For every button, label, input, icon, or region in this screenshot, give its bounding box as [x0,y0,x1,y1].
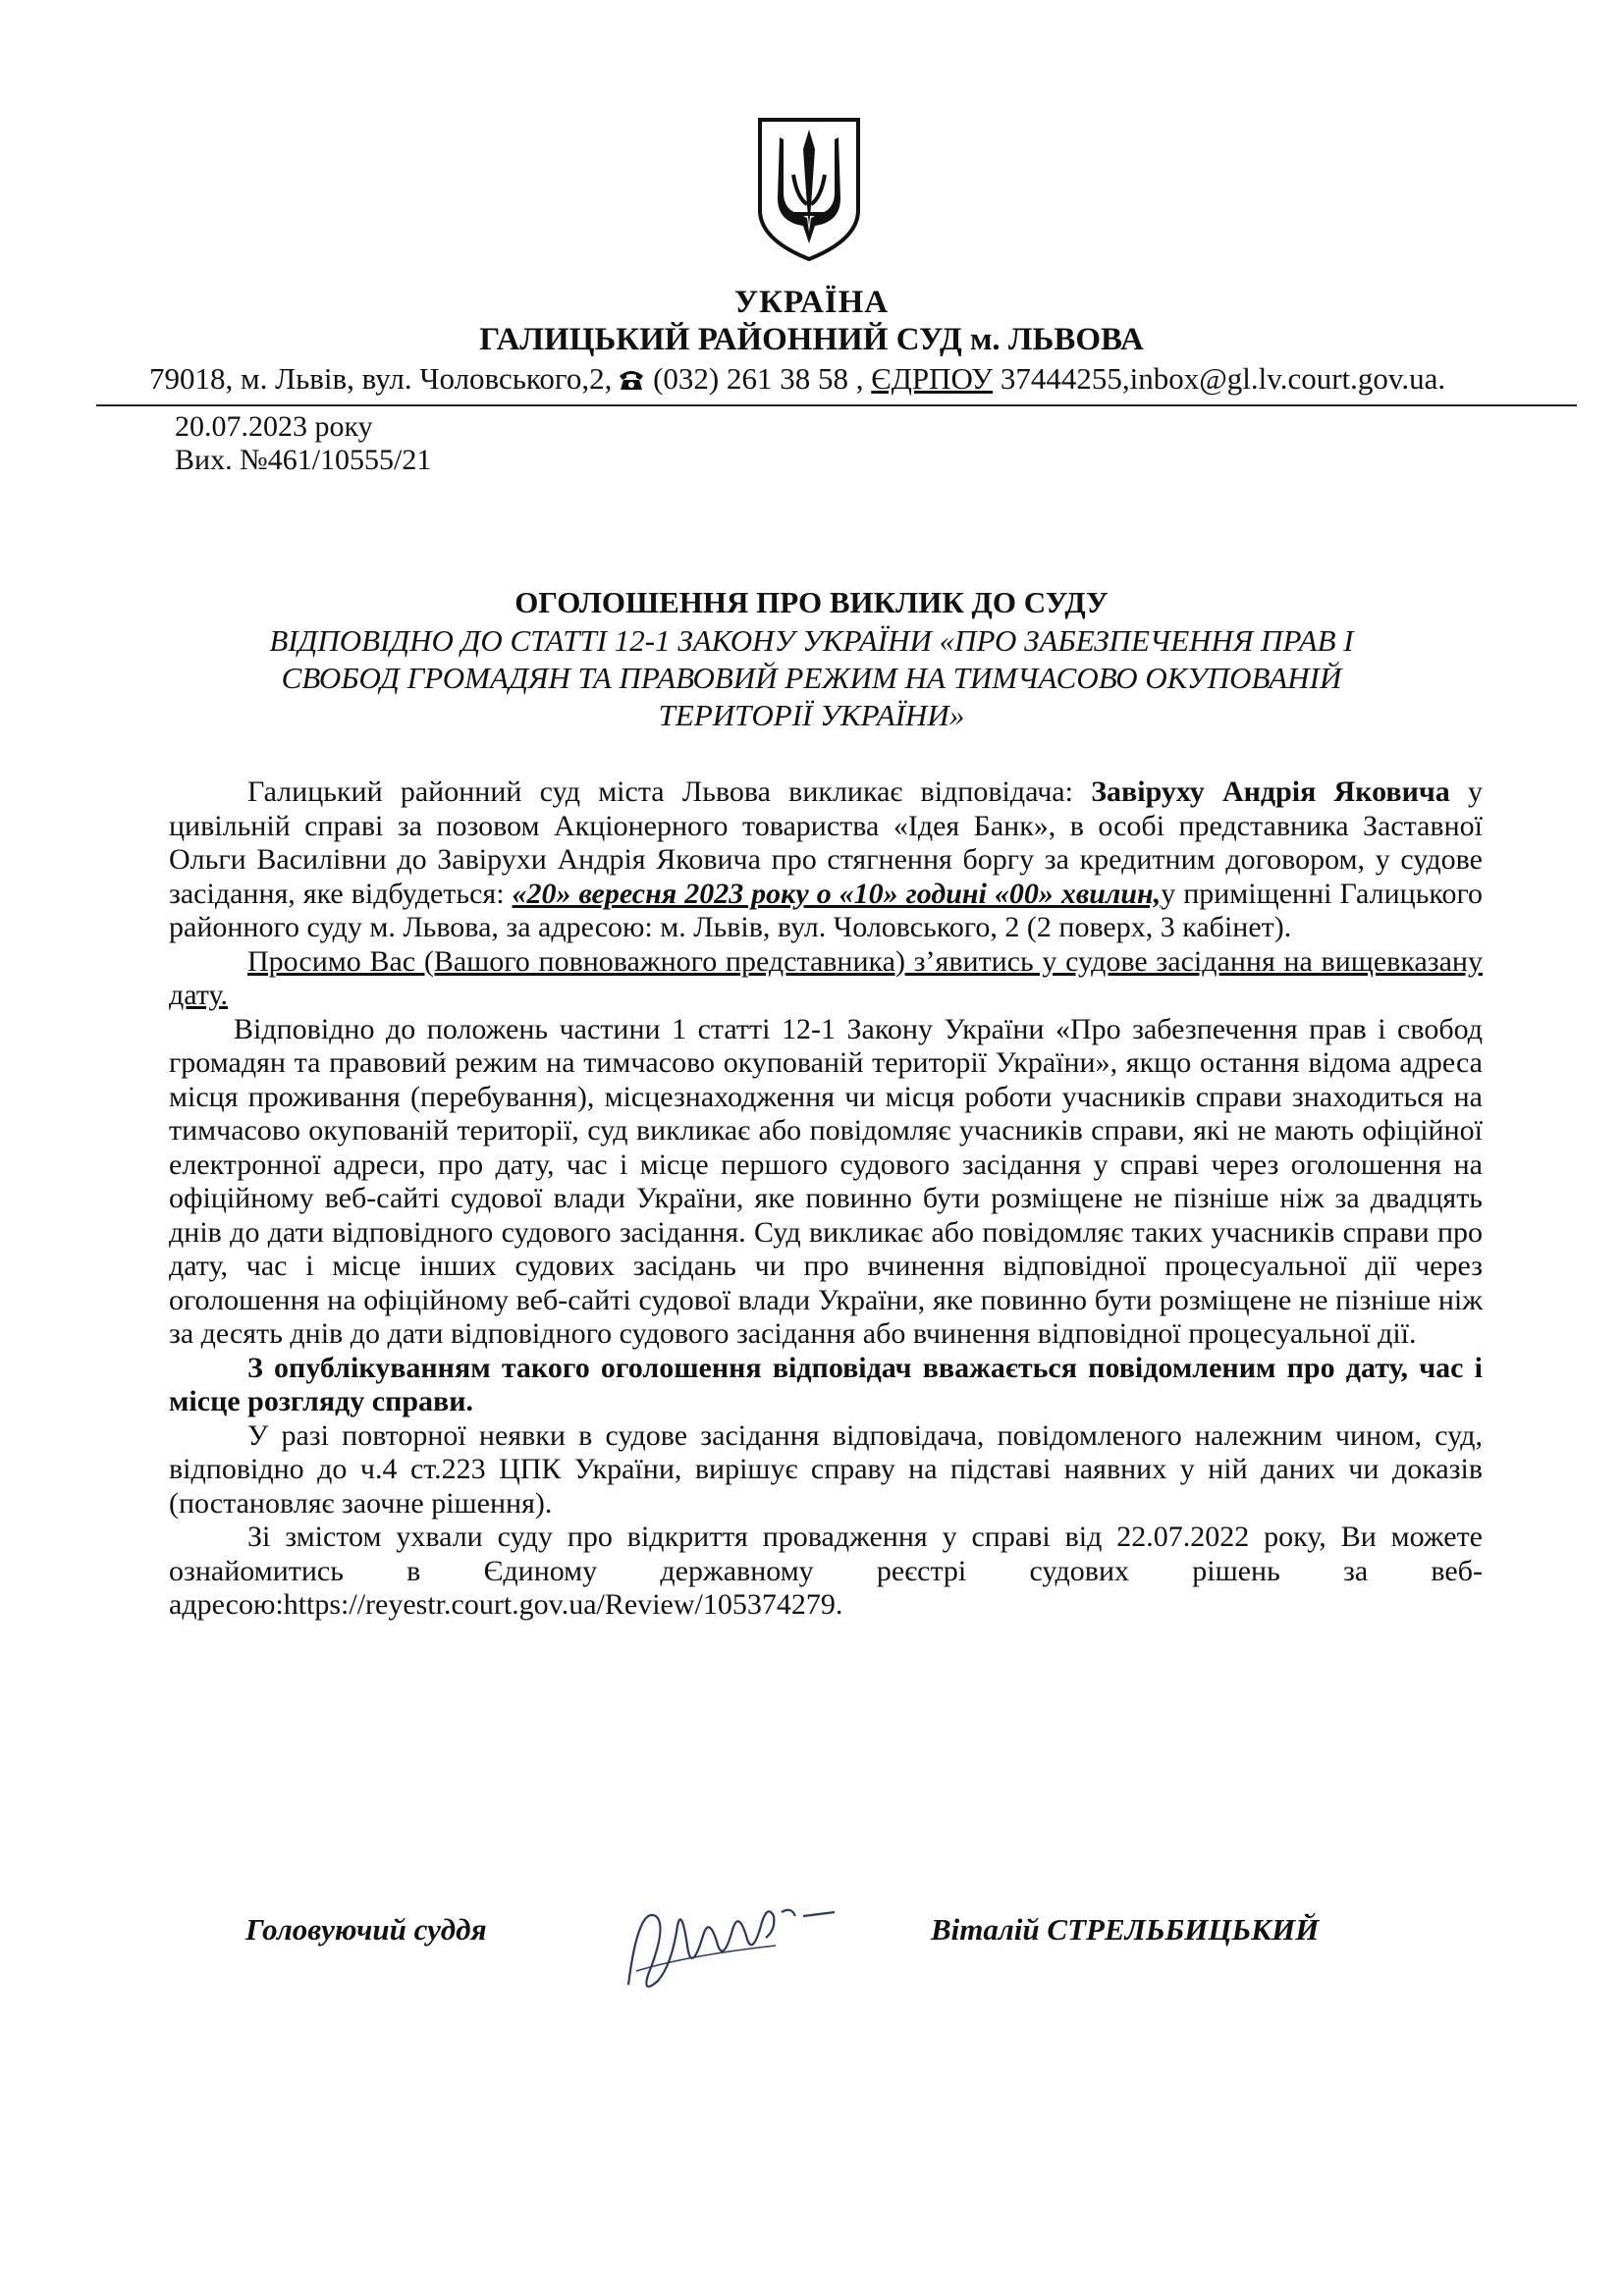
phone-icon [618,368,645,392]
document-date: 20.07.2023 року [175,410,373,443]
trident-emblem-icon [754,116,864,263]
paragraph-request [169,945,1483,1013]
hearing-location: у приміщенні Галицького районного суду м. Львова, за адресою: м. Львів, вул. Чоловського, 2 (2 поверх, 3 кабінет). [169,877,1484,943]
paragraph-default: У разі повторної неявки в судове засідання відповідача, повідомленого належним чином, суд, відповідно до ч.4 ст.223 ЦПК України, вирішує справу на підставі наявних у ній даних чи доказів (постановляє заочне рішення). [169,1418,1483,1520]
header-divider [96,404,1577,406]
outgoing-number: Вих. №461/10555/21 [175,444,432,476]
handwritten-signature [609,1887,844,2004]
paragraph-law: Відповідно до положень частини 1 статті 12-1 Закону України «Про забезпечення прав і свобод громадян та правовий режим на тимчасово окупованій території України», якщо остання відома адреса місця проживання (перебування), місцезнаходження чи місця роботи учасників справи знаходиться на тимчасово окупованій території, суд викликає або повідомляє учасників справи, які не мають офіційної електронної адреси, про дату, час і місце першого судового засідання у справі через оголошення на офіційному веб-сайті судової влади України, яке повинно бути розміщене не пізніше ніж за двадцять днів до дати відповідного судового засідання. Суд викликає або повідомляє таких учасників справи про дату, час і місце інших судових засідань чи про вчинення відповідної процесуальної дії через оголошення на офіційному веб-сайті судової влади України, яке повинно бути розміщене не пізніше ніж за десять днів до дати відповідного судового засідання або вчинення відповідної процесуальної дії. [169,1012,1483,1350]
signature-block [0,1887,1623,2004]
judge-name: Віталій СТРЕЛЬБИЦЬКИЙ [931,1912,1320,1947]
judge-role: Головуючий суддя [245,1912,487,1947]
address-phone: (032) 261 38 58 , [645,361,872,396]
appearance-request: Просимо Вас (Вашого повноважного представника) з’явитись у судове засідання на вищевказану дату. [169,944,1483,1011]
paragraph-notified [169,1352,1483,1419]
country-name: УКРАЇНА [733,285,890,320]
paragraph-registry: Зі змістом ухвали суду про відкриття провадження у справі від 22.07.2022 року, Ви можете ознайомитись в Єдиному державному реєстрі судових рішень за веб-адресою:https://reyestr.court.gov.ua/Review/105374279. [169,1521,1483,1621]
defendant-name: Завіруху Андрія Яковича [1091,775,1450,808]
court-name: ГАЛИЦЬКИЙ РАЙОННИЙ СУД м. ЛЬВОВА [479,322,1144,357]
hearing-datetime: «20» вересня 2023 року о «10» годині «00» хвилин, [512,877,1162,910]
notice-subtitle: ВІДПОВІДНО ДО СТАТТІ 12-1 ЗАКОНУ УКРАЇНИ «ПРО ЗАБЕЗПЕЧЕННЯ ПРАВ І СВОБОД ГРОМАДЯН ТА ПРАВОВИЙ РЕЖИМ НА ТИМЧАСОВО ОКУПОВАНІЙ ТЕРИТОРІЇ УКРАЇНИ» [269,623,1354,732]
court-address [149,361,1543,397]
notice-title: ОГОЛОШЕННЯ ПРО ВИКЛИК ДО СУДУ [514,585,1109,619]
notice-body [169,775,1483,1623]
notified-statement: З опублікуванням такого оголошення відповідач вважається повідомленим про дату, час і місце розгляду справи. [169,1351,1483,1417]
address-code-email: 37444255,inbox@gl.lv.court.gov.ua. [993,361,1446,396]
address-street: 79018, м. Львів, вул. Чоловського,2, [149,361,613,396]
paragraph-summons [169,775,1483,945]
summons-case: у цивільній справі за позовом Акціонерного товариства «Ідея Банк», в особі представника Заставної Ольги Василівни до Завірухи Андрія Яковича про стягнення боргу за кредитним договором, у судове засідання, яке відбудеться: [169,775,1484,910]
edrpou-label: ЄДРПОУ [871,361,994,396]
summons-intro: Галицький районний суд міста Львова викликає відповідача: [247,775,1092,808]
